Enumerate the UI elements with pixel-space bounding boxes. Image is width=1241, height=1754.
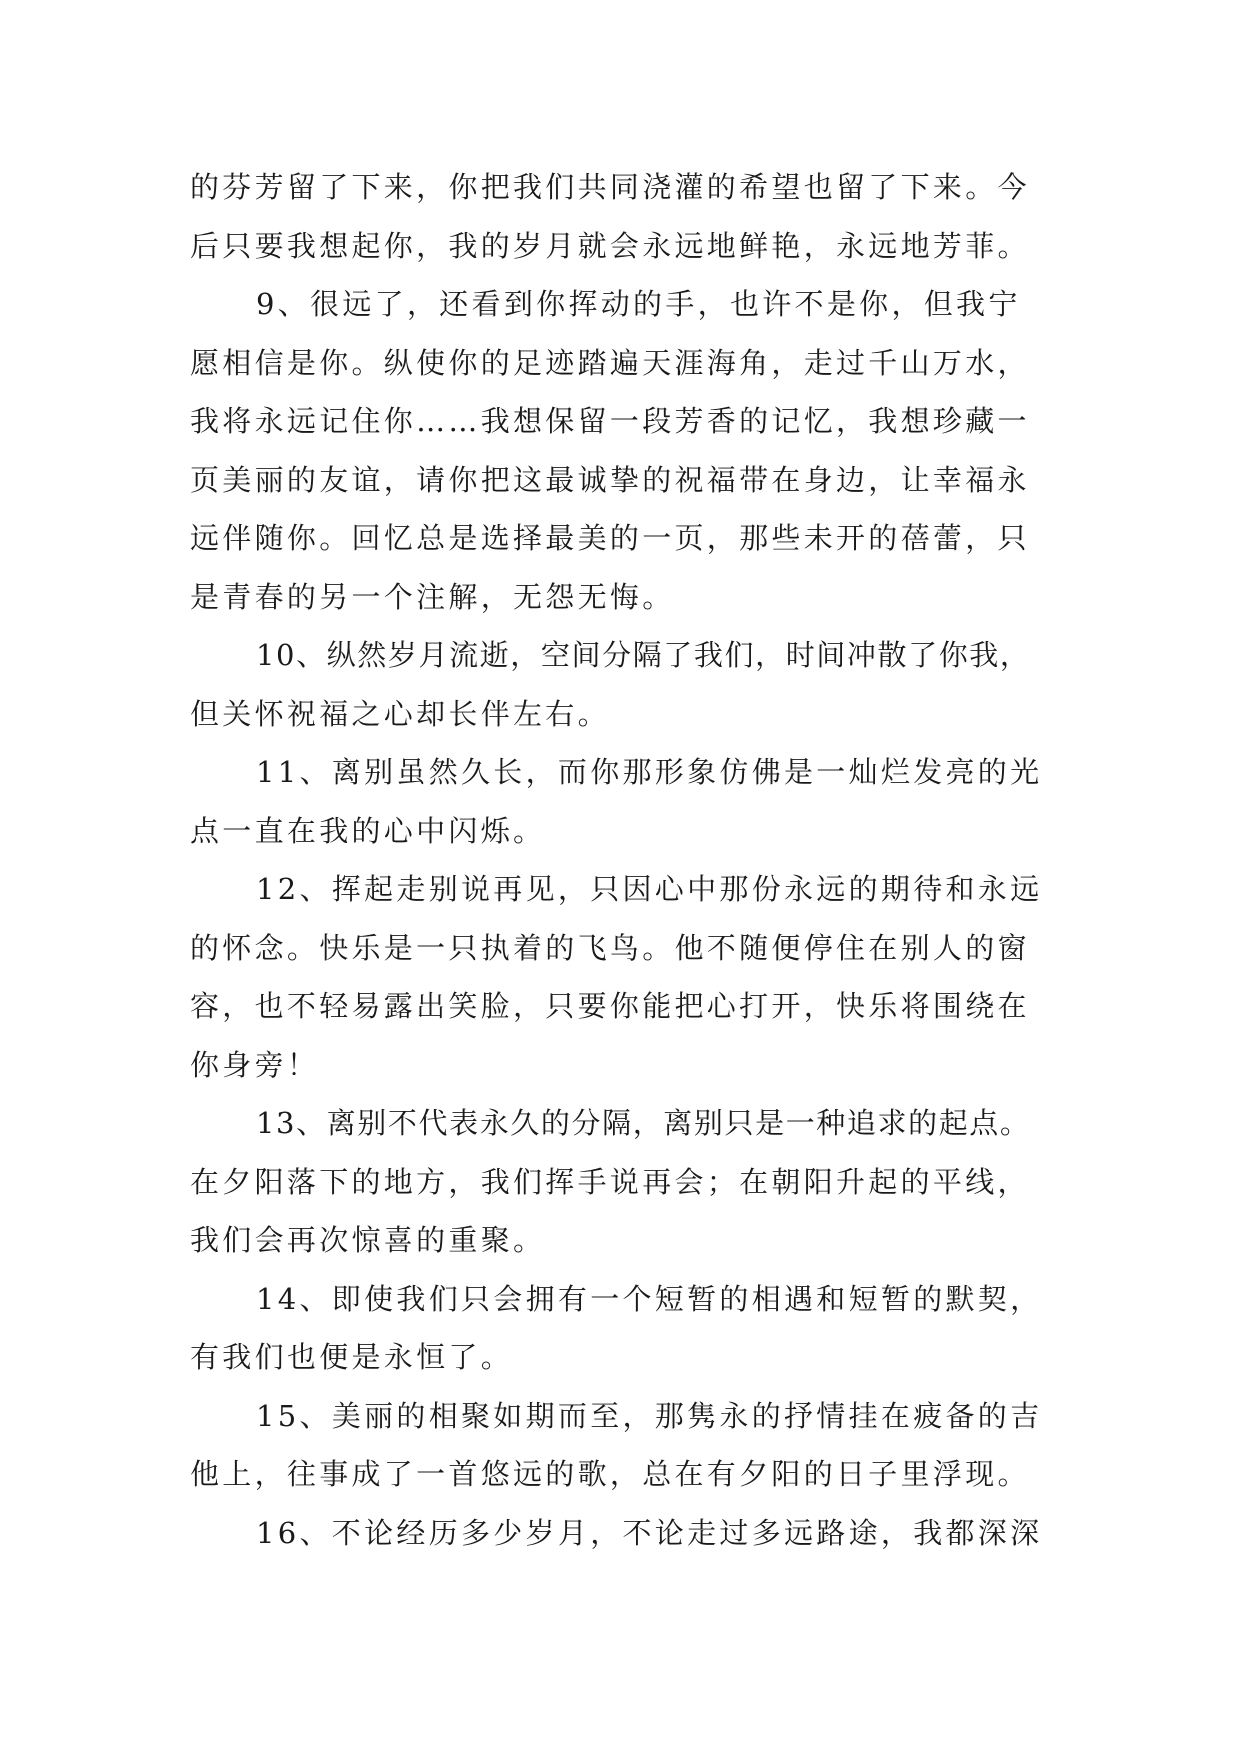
paragraph-14-start: 14、即使我们只会拥有一个短暂的相遇和短暂的默契， [256, 1281, 1043, 1316]
paragraph-12-start: 12、挥起走别说再见，只因心中那份永远的期待和永远 [256, 872, 1043, 906]
text-line: 你身旁！ [190, 1047, 320, 1082]
text-line: 的怀念。快乐是一只执着的飞鸟。他不随便停住在别人的窗 [190, 930, 1030, 965]
text-line: 点一直在我的心中闪烁。 [190, 813, 546, 848]
text-line: 愿相信是你。纵使你的足迹踏遍天涯海角，走过千山万水， [190, 345, 1030, 380]
text-line: 他上，往事成了一首悠远的歌，总在有夕阳的日子里浮现。 [190, 1457, 1030, 1491]
text-line: 容，也不轻易露出笑脸，只要你能把心打开，快乐将围绕在 [190, 989, 1030, 1023]
text-line: 有我们也便是永恒了。 [190, 1340, 514, 1374]
text-line: 在夕阳落下的地方，我们挥手说再会；在朝阳升起的平线， [190, 1164, 1030, 1199]
text-line: 我将永远记住你……我想保留一段芳香的记忆，我想珍藏一 [190, 404, 1030, 438]
paragraph-15-start: 15、美丽的相聚如期而至，那隽永的抒情挂在疲备的吉 [256, 1398, 1043, 1433]
paragraph-9-start: 9、很远了，还看到你挥动的手，也许不是你，但我宁 [256, 287, 1021, 321]
paragraph-10-start: 10、纵然岁月流逝，空间分隔了我们，时间冲散了你我， [256, 638, 1031, 672]
paragraph-16-start: 16、不论经历多少岁月，不论走过多远路途，我都深深 [256, 1515, 1043, 1550]
text-line: 是青春的另一个注解，无怨无悔。 [190, 579, 675, 614]
text-line: 页美丽的友谊，请你把这最诚挚的祝福带在身边，让幸福永 [190, 462, 1030, 497]
paragraph-13-start: 13、离别不代表永久的分隔，离别只是一种追求的起点。 [256, 1106, 1031, 1140]
paragraph-11-start: 11、离别虽然久长，而你那形象仿佛是一灿烂发亮的光 [256, 755, 1043, 789]
text-line: 我们会再次惊喜的重聚。 [190, 1223, 546, 1257]
text-line: 远伴随你。回忆总是选择最美的一页，那些未开的蓓蕾，只 [190, 521, 1030, 555]
document-body [190, 158, 1070, 1562]
text-line: 但关怀祝福之心却长伴左右。 [190, 696, 610, 731]
text-line: 的芬芳留了下来，你把我们共同浇灌的希望也留了下来。今 [190, 170, 1030, 204]
text-line: 后只要我想起你，我的岁月就会永远地鲜艳，永远地芳菲。 [190, 228, 1030, 263]
